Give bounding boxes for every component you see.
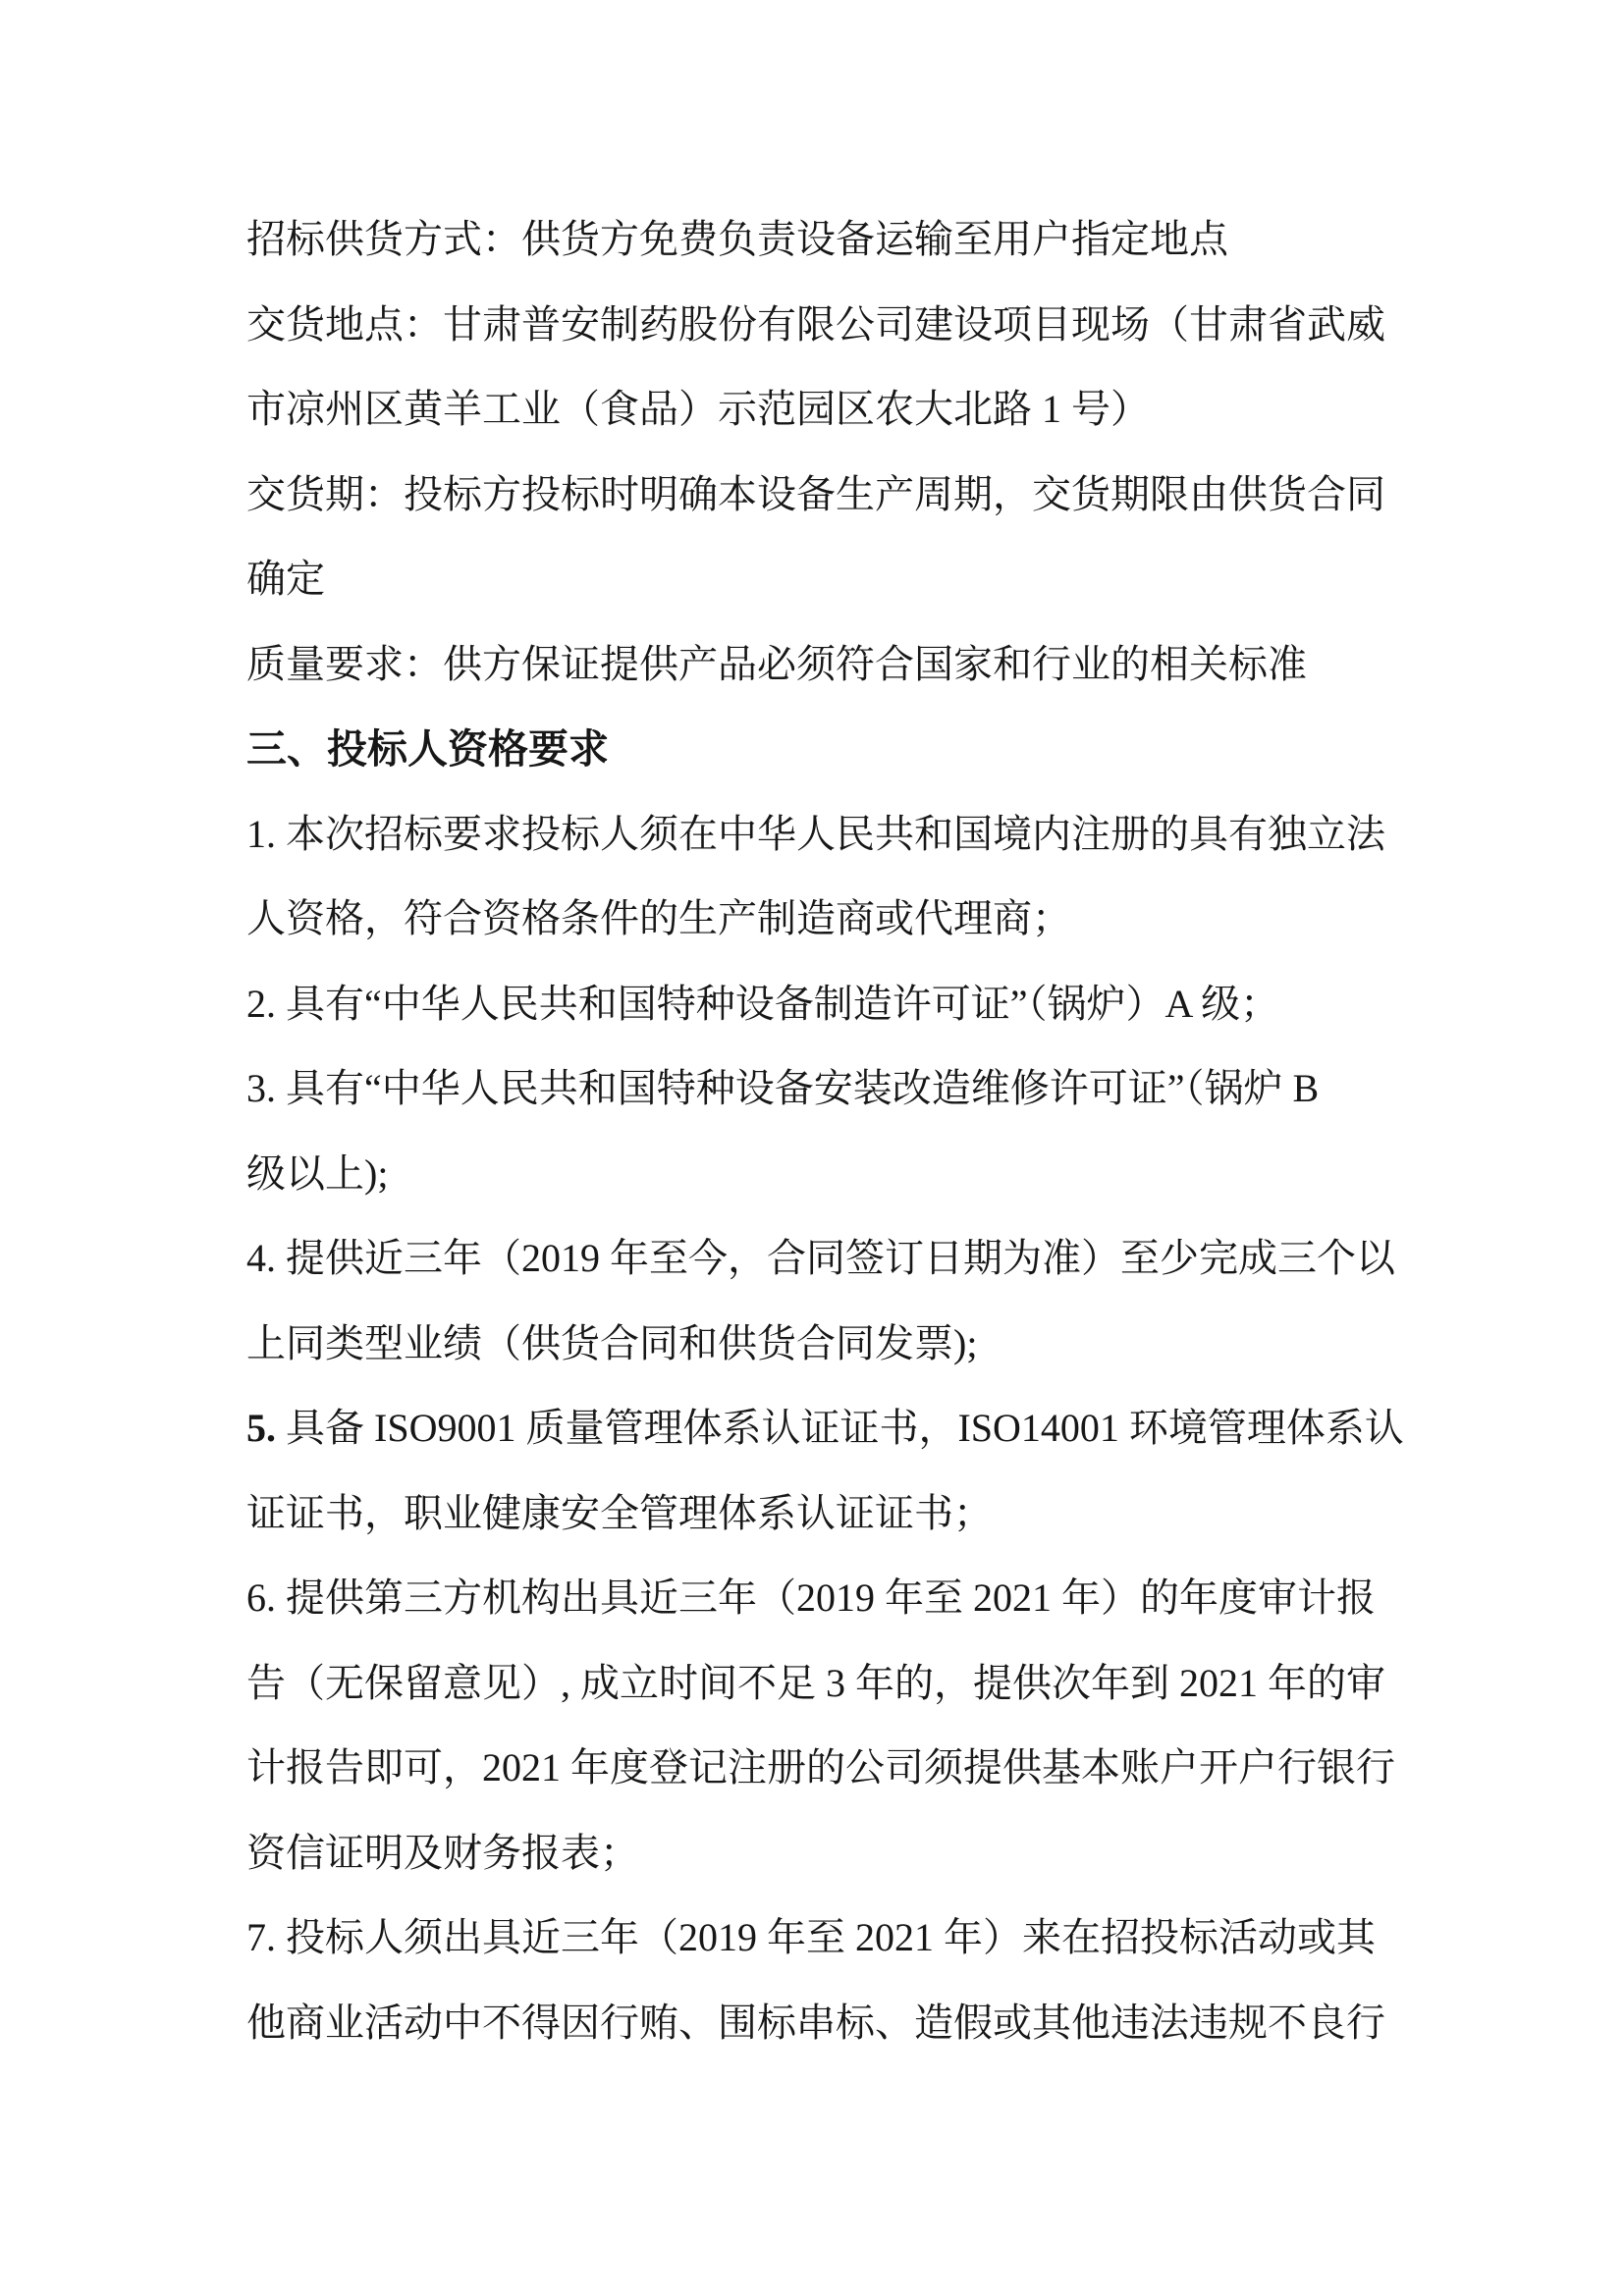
text-segment: 上同类型业绩（供货合同和供货合同发票); [246, 1320, 978, 1365]
text-segment: 确定 [246, 557, 325, 601]
text-segment: 告（无保留意见）, 成立时间不足 3 年的，提供次年到 2021 年的审 [246, 1660, 1385, 1705]
text-segment: 2. 具有“中华人民共和国特种设备制造许可证”（锅炉）A 级； [246, 981, 1280, 1026]
text-segment: 计报告即可，2021 年度登记注册的公司须提供基本账户开户行银行 [246, 1745, 1395, 1789]
text-segment: 质量要求：供方保证提供产品必须符合国家和行业的相关标准 [246, 641, 1307, 686]
line-delivery-place-1 [246, 283, 1395, 368]
text-segment: 级以上); [246, 1150, 389, 1196]
line-item6-1 [246, 1556, 1395, 1641]
line-item5-1 [246, 1386, 1404, 1471]
text-segment: 4. 提供近三年（2019 年至今，合同签订日期为准）至少完成三个以 [246, 1236, 1395, 1280]
line-item6-2 [246, 1641, 1395, 1727]
line-delivery-term-1 [246, 453, 1395, 538]
line-item3-1 [246, 1046, 1395, 1132]
line-item6-4 [246, 1811, 1395, 1896]
text-segment: 招标供货方式：供货方免费负责设备运输至用户指定地点 [246, 217, 1228, 261]
text-segment: 6. 提供第三方机构出具近三年（2019 年至 2021 年）的年度审计报 [246, 1575, 1376, 1620]
line-item5-2 [246, 1471, 1395, 1557]
text-segment: 市凉州区黄羊工业（食品）示范园区农大北路 1 号） [246, 387, 1150, 431]
line-item1-1 [246, 792, 1395, 878]
line-item4-2 [246, 1302, 1395, 1387]
text-segment: 人资格，符合资格条件的生产制造商或代理商； [246, 896, 1071, 940]
text-segment: 交货期：投标方投标时明确本设备生产周期，交货期限由供货合同 [246, 471, 1385, 516]
line-delivery-place-2 [246, 367, 1395, 453]
text-segment: 具备 ISO9001 质量管理体系认证证书，ISO14001 环境管理体系认 [276, 1406, 1404, 1450]
text-segment: 资信证明及财务报表； [246, 1830, 639, 1875]
text-segment: 3. 具有“中华人民共和国特种设备安装改造维修许可证”（锅炉 B [246, 1066, 1320, 1110]
text-segment: 5. [246, 1406, 276, 1450]
line-item3-2 [246, 1132, 1395, 1217]
text-segment: 交货地点：甘肃普安制药股份有限公司建设项目现场（甘肃省武威 [246, 301, 1385, 347]
document-text-block [246, 197, 1404, 2065]
text-segment: 1. 本次招标要求投标人须在中华人民共和国境内注册的具有独立法 [246, 811, 1385, 856]
line-item2 [246, 962, 1395, 1047]
text-segment: 7. 投标人须出具近三年（2019 年至 2021 年）来在招投标活动或其 [246, 1915, 1376, 1959]
heading-bidder-qualification [246, 707, 1395, 792]
line-item7-2 [246, 1981, 1395, 2066]
line-item4-1 [246, 1216, 1395, 1302]
line-item1-2 [246, 877, 1395, 962]
line-quality-requirement [246, 622, 1395, 708]
text-segment: 三、投标人资格要求 [246, 726, 609, 772]
text-segment: 他商业活动中不得因行贿、围标串标、造假或其他违法违规不良行 [246, 2000, 1385, 2045]
line-item7-1 [246, 1896, 1395, 1981]
line-supply-method [246, 197, 1395, 283]
line-item6-3 [246, 1726, 1395, 1811]
line-delivery-term-2 [246, 537, 1395, 622]
text-segment: 证证书，职业健康安全管理体系认证证书； [246, 1490, 993, 1535]
